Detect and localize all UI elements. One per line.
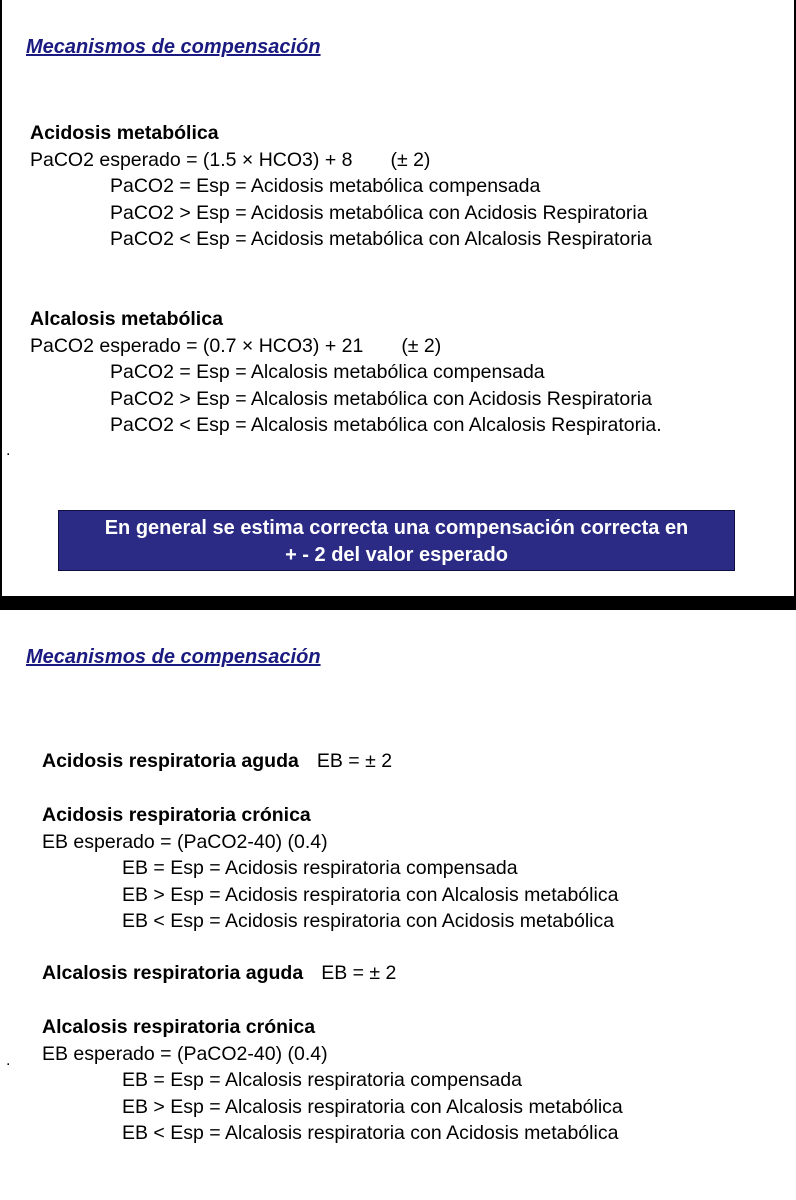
rule-line: EB < Esp = Alcalosis respiratoria con Acidosis metabólica (122, 1122, 619, 1144)
formula-line (30, 147, 652, 174)
alcalosis-resp-cronica-section (42, 1014, 623, 1147)
rule-line: EB > Esp = Alcalosis respiratoria con Alcalosis metabólica (122, 1095, 623, 1118)
rule-line: PaCO2 > Esp = Acidosis metabólica con Acidosis Respiratoria (110, 201, 648, 224)
eb-value: EB = ± 2 (316, 750, 393, 772)
acidosis-resp-cronica-section (42, 802, 618, 935)
alcalosis-resp-aguda-line (42, 962, 396, 985)
formula: PaCO2 esperado = (0.7 × HCO3) + 21 (30, 334, 364, 357)
alcalosis-metabolica-section (30, 306, 662, 439)
note-line: En general se estima correcta una compensación correcta en (104, 517, 689, 539)
stray-dot: . (6, 442, 11, 459)
formula: PaCO2 esperado = (1.5 × HCO3) + 8 (30, 148, 353, 171)
rule-line: PaCO2 < Esp = Alcalosis metabólica con Alcalosis Respiratoria. (110, 414, 662, 436)
rule-line: PaCO2 = Esp = Alcalosis metabólica compensada (110, 361, 545, 383)
section-heading: Acidosis respiratoria aguda (42, 750, 299, 772)
stray-dot: . (6, 1052, 11, 1069)
note-line: + - 2 del valor esperado (285, 544, 508, 566)
section-heading: Acidosis metabólica (30, 122, 219, 144)
rule-line: PaCO2 > Esp = Alcalosis metabólica con Acidosis Respiratoria (110, 387, 652, 410)
rule-line: PaCO2 < Esp = Acidosis metabólica con Alcalosis Respiratoria (110, 228, 652, 250)
eb-value: EB = ± 2 (321, 962, 397, 984)
formula-line (30, 333, 662, 360)
rule-line: EB = Esp = Alcalosis respiratoria compensada (122, 1069, 522, 1091)
section-heading: Alcalosis respiratoria aguda (42, 962, 304, 984)
acidosis-resp-aguda-line (42, 750, 392, 773)
rule-line: EB > Esp = Acidosis respiratoria con Alcalosis metabólica (122, 883, 619, 906)
formula: EB esperado = (PaCO2-40) (0.4) (42, 830, 328, 853)
slide1-title: Mecanismos de compensación (26, 36, 321, 58)
section-heading: Acidosis respiratoria crónica (42, 804, 311, 826)
slide-separator (0, 596, 796, 610)
slide2-title: Mecanismos de compensación (26, 646, 321, 668)
rule-line: PaCO2 = Esp = Acidosis metabólica compensada (110, 175, 541, 197)
section-heading: Alcalosis respiratoria crónica (42, 1016, 316, 1038)
summary-note-box (58, 510, 735, 571)
formula: EB esperado = (PaCO2-40) (0.4) (42, 1042, 328, 1065)
section-heading: Alcalosis metabólica (30, 308, 223, 330)
rule-line: EB = Esp = Acidosis respiratoria compensada (122, 857, 518, 879)
tolerance: (± 2) (401, 334, 442, 357)
rule-line: EB < Esp = Acidosis respiratoria con Acidosis metabólica (122, 910, 615, 932)
tolerance: (± 2) (390, 148, 431, 171)
slide-border-left (0, 0, 2, 596)
acidosis-metabolica-section (30, 120, 652, 253)
